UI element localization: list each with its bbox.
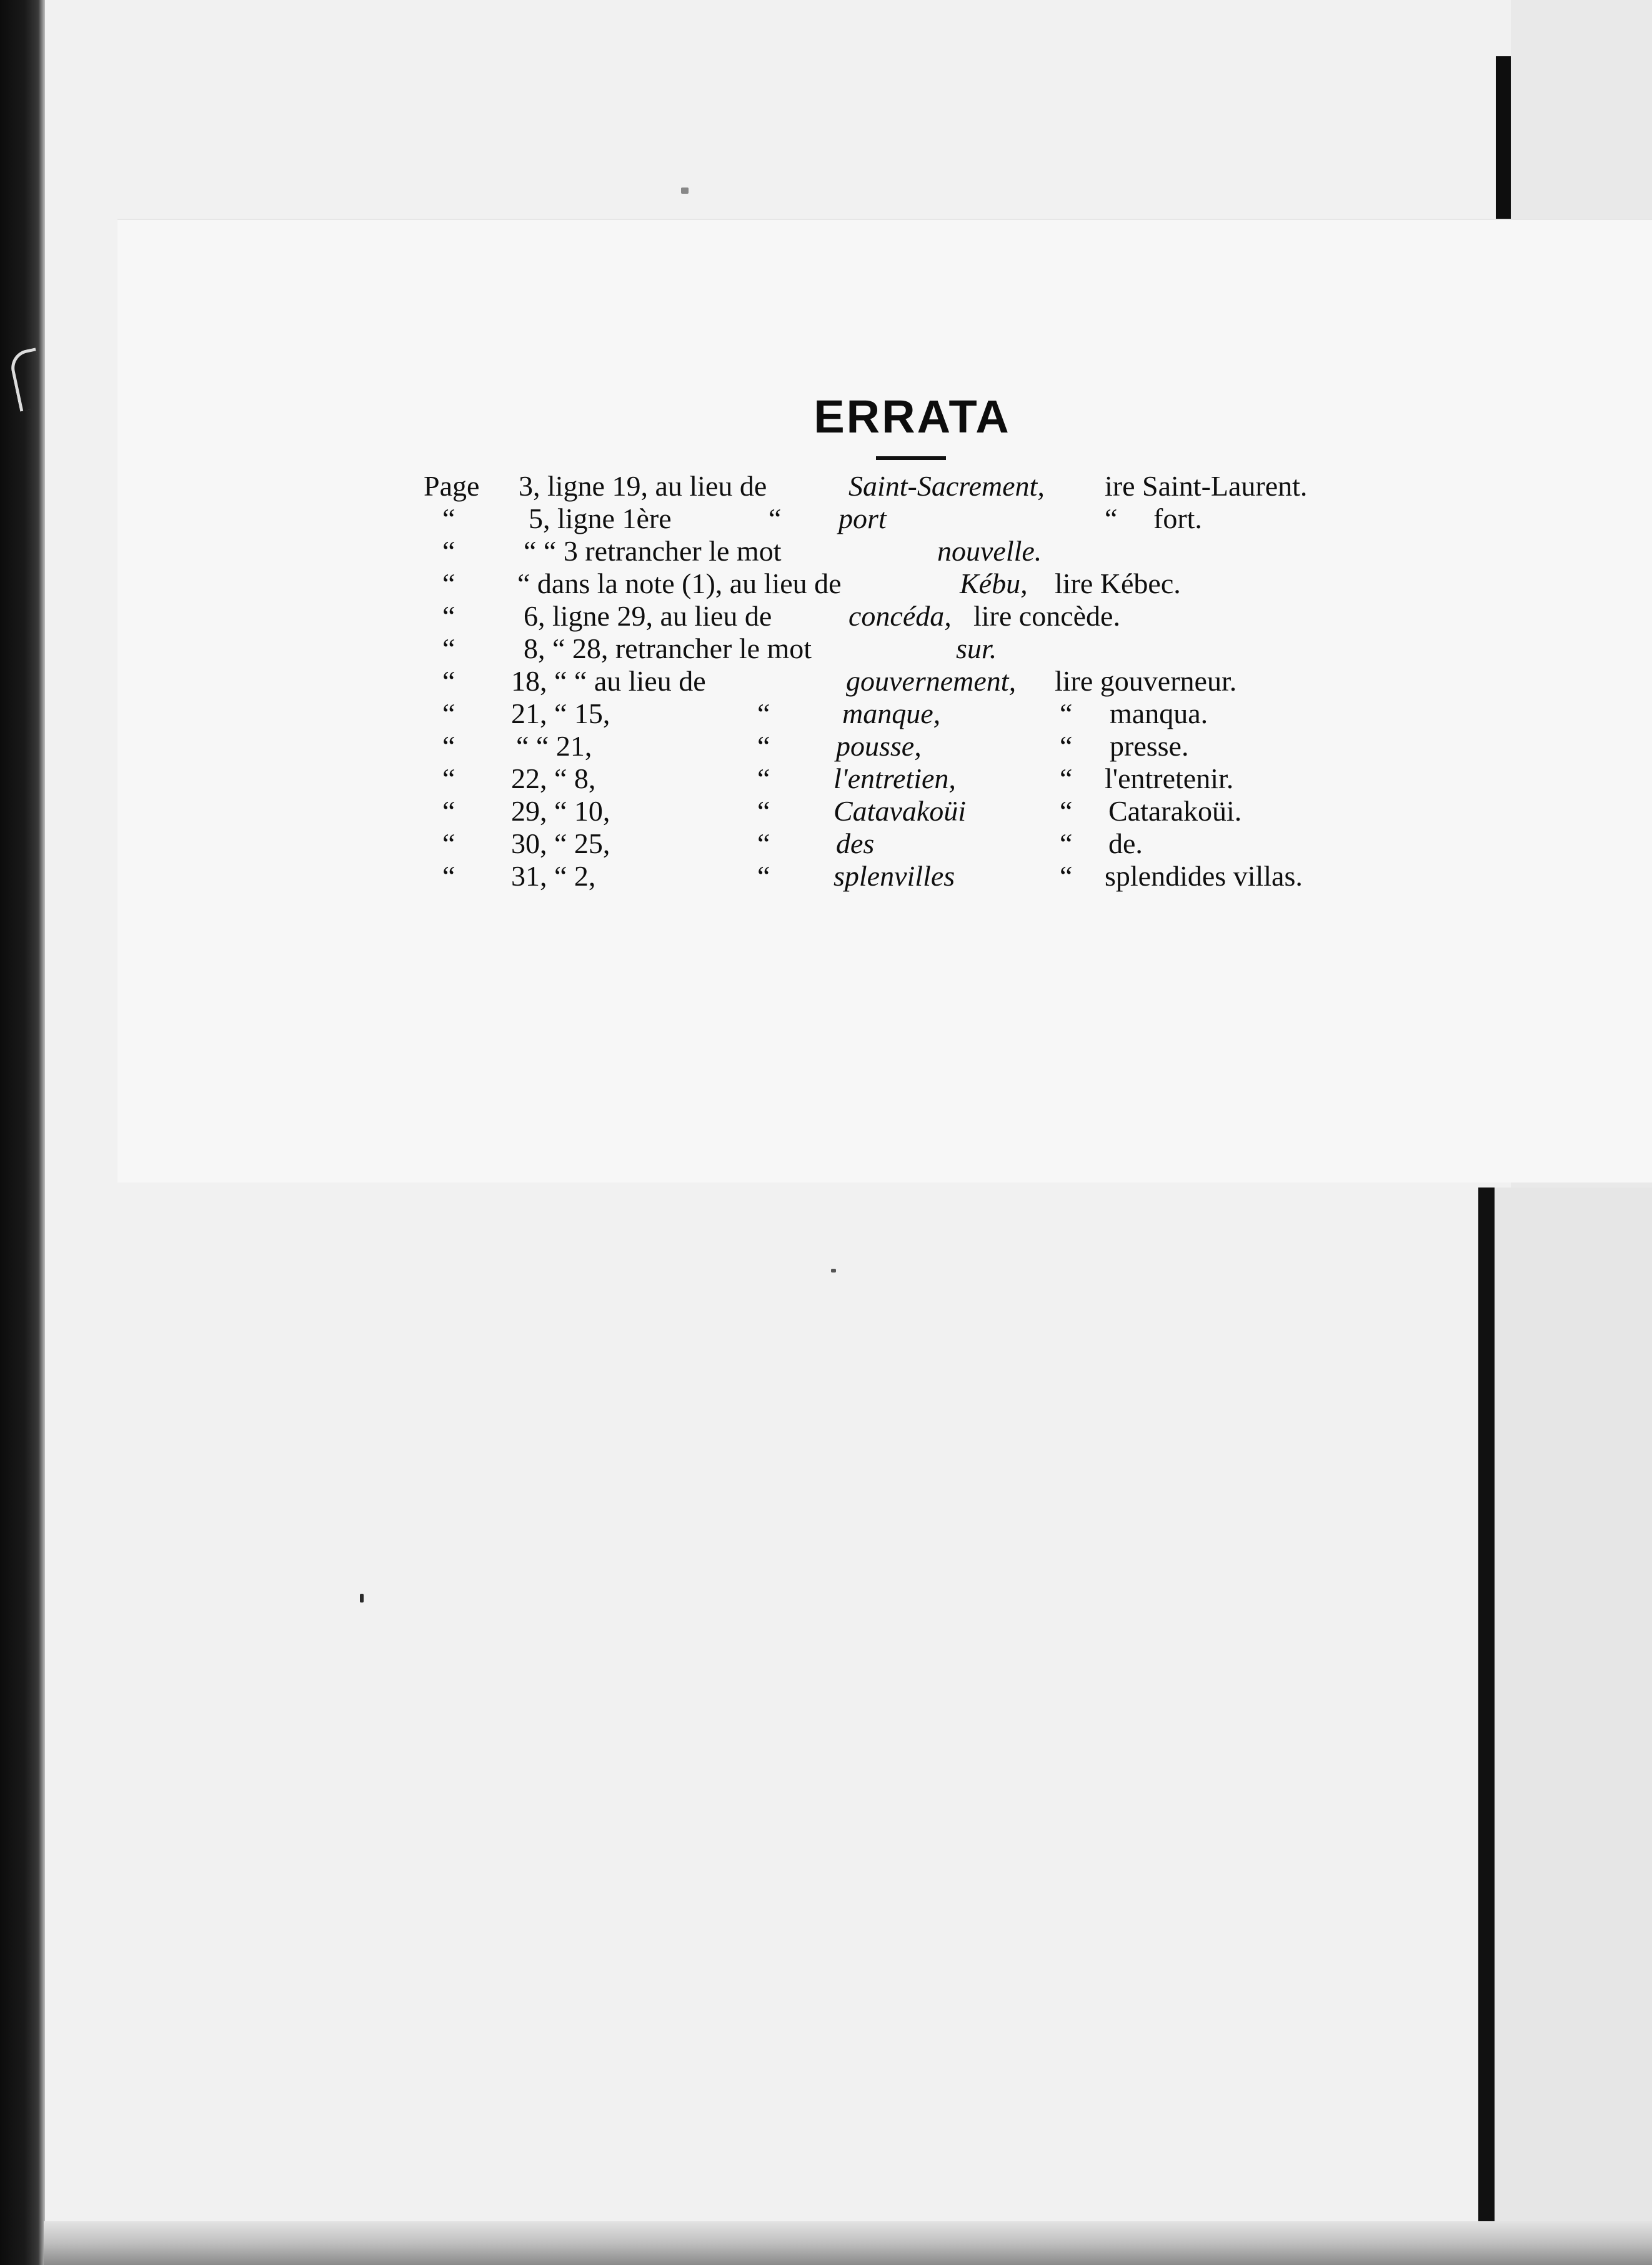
errata-row-10-wrong: Catavakoüi — [833, 795, 967, 827]
errata-row-3-page: “ — [442, 568, 455, 599]
errata-row-11-ref: 30, “ 25, — [511, 828, 610, 859]
errata-row-1-ref: 5, ligne 1ère — [529, 502, 672, 534]
errata-row-3-ref: “ dans la note (1), au lieu de — [517, 568, 842, 599]
errata-row-8-page: “ — [442, 730, 455, 762]
errata-row-1-right: fort. — [1153, 502, 1202, 534]
scan-speck — [360, 1594, 364, 1602]
errata-row-3-right: lire Kébec. — [1055, 568, 1181, 599]
errata-row-5-page: “ — [442, 632, 455, 664]
errata-row-7-wrong: manque, — [842, 698, 941, 729]
scan-left-edge — [0, 0, 45, 2265]
errata-row-6-wrong: gouvernement, — [846, 665, 1017, 697]
errata-row-4-page: “ — [442, 600, 455, 632]
errata-row-1-wrong: port — [838, 502, 887, 534]
errata-row-8-wrong: pousse, — [836, 730, 922, 762]
errata-row-12-ditto2: “ — [1060, 860, 1073, 892]
errata-row-11-ditto2: “ — [1060, 828, 1073, 859]
errata-row-3-wrong: Kébu, — [960, 568, 1028, 599]
errata-row-12-right: splendides villas. — [1105, 860, 1303, 892]
errata-row-9-page: “ — [442, 762, 455, 794]
errata-row-10-right: Catarakoüi. — [1108, 795, 1242, 827]
errata-row-1-ditto: “ — [769, 502, 782, 534]
scan-speck — [681, 188, 689, 194]
adjacent-page-edge-lower — [1495, 1188, 1652, 2265]
errata-row-10-page: “ — [442, 795, 455, 827]
errata-row-1-page: “ — [442, 502, 455, 534]
errata-row-9-wrong: l'entretien, — [833, 762, 956, 794]
errata-row-1-ditto2: “ — [1105, 502, 1118, 534]
errata-row-8-ditto2: “ — [1060, 730, 1073, 762]
errata-row-4-wrong: concéda, — [848, 600, 952, 632]
errata-row-5-ref: 8, “ 28, retrancher le mot — [524, 632, 812, 664]
errata-row-6-ref: 18, “ “ au lieu de — [511, 665, 706, 697]
errata-row-7-ref: 21, “ 15, — [511, 698, 610, 729]
errata-row-8-ditto: “ — [757, 730, 770, 762]
errata-row-2-wrong: nouvelle. — [937, 535, 1042, 567]
errata-row-7-right: manqua. — [1110, 698, 1208, 729]
errata-table — [424, 469, 1398, 931]
errata-row-0-ref: 3, ligne 19, au lieu de — [519, 470, 767, 502]
errata-row-5-wrong: sur. — [956, 632, 997, 664]
errata-row-11-wrong: des — [836, 828, 875, 859]
errata-row-6-right: lire gouverneur. — [1055, 665, 1237, 697]
errata-title: ERRATA — [814, 391, 1011, 442]
errata-row-12-ditto: “ — [757, 860, 770, 892]
errata-row-6-page: “ — [442, 665, 455, 697]
errata-row-10-ditto2: “ — [1060, 795, 1073, 827]
errata-row-12-page: “ — [442, 860, 455, 892]
errata-row-0-page: Page — [424, 470, 480, 502]
errata-row-11-right: de. — [1108, 828, 1143, 859]
errata-row-9-ditto: “ — [757, 762, 770, 794]
errata-row-9-ditto2: “ — [1060, 762, 1073, 794]
errata-row-9-right: l'entretenir. — [1105, 762, 1234, 794]
errata-row-10-ref: 29, “ 10, — [511, 795, 610, 827]
binding-shadow-bottom — [1478, 1188, 1495, 2265]
errata-row-12-wrong: splenvilles — [833, 860, 955, 892]
errata-row-2-page: “ — [442, 535, 455, 567]
errata-row-4-right: lire concède. — [973, 600, 1120, 632]
scan-speck — [831, 1269, 836, 1272]
title-rule — [876, 456, 946, 460]
errata-row-10-ditto: “ — [757, 795, 770, 827]
errata-row-11-ditto: “ — [757, 828, 770, 859]
errata-row-9-ref: 22, “ 8, — [511, 762, 596, 794]
errata-row-8-right: presse. — [1110, 730, 1189, 762]
errata-row-7-ditto: “ — [757, 698, 770, 729]
errata-row-11-page: “ — [442, 828, 455, 859]
errata-row-8-ref: “ “ 21, — [516, 730, 592, 762]
errata-row-4-ref: 6, ligne 29, au lieu de — [524, 600, 772, 632]
errata-row-12-ref: 31, “ 2, — [511, 860, 596, 892]
scan-bottom-edge — [44, 2221, 1652, 2265]
errata-row-7-page: “ — [442, 698, 455, 729]
errata-row-0-wrong: Saint-Sacrement, — [848, 470, 1045, 502]
errata-row-0-right: ire Saint-Laurent. — [1105, 470, 1308, 502]
errata-row-7-ditto2: “ — [1060, 698, 1073, 729]
errata-row-2-ref: “ “ 3 retrancher le mot — [524, 535, 782, 567]
